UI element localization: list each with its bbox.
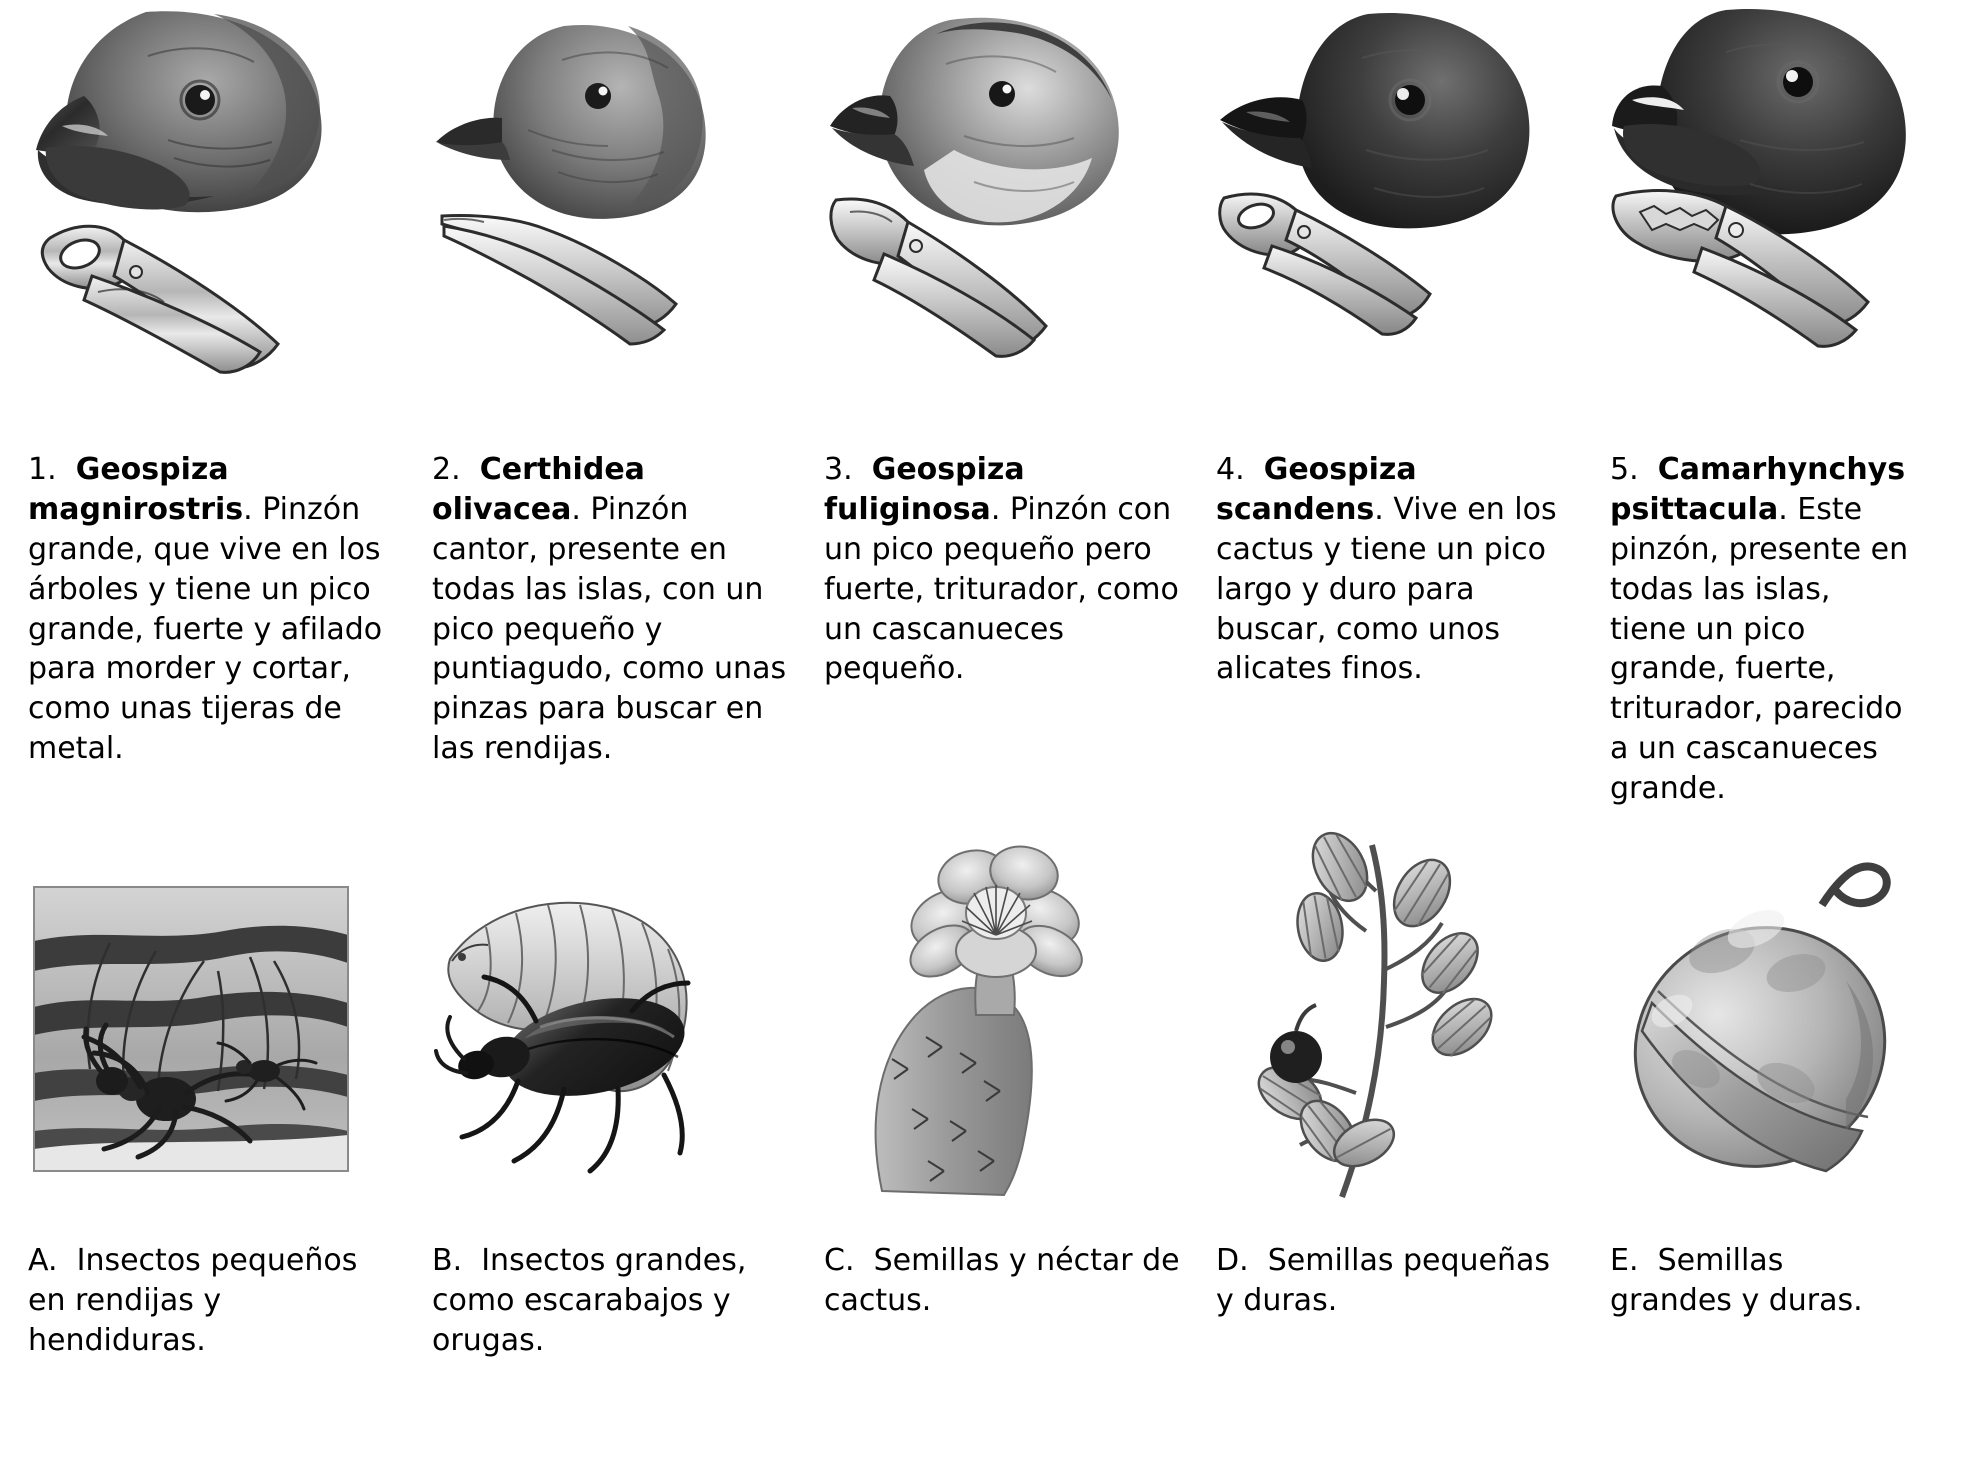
large-seed-icon <box>1610 831 1945 1231</box>
food-text-a: Insectos pequeños en rendijas y hendiduras. <box>28 1243 358 1358</box>
beetle-and-caterpillar-icon <box>432 831 824 1231</box>
finch-description-4: . Vive en los cactus y tiene un pico largo y duro para buscar, como unos alicates finos. <box>1216 491 1557 687</box>
food-captions-row <box>28 1241 1945 1361</box>
ants-in-crevices-icon <box>28 831 432 1231</box>
food-text-e: Semillas grandes y duras. <box>1610 1243 1863 1318</box>
finch-description-2: . Pinzón cantor, presente en todas las islas, con un pico pequeño y puntiagudo, como unas pinzas para buscar en las rendijas. <box>432 491 787 767</box>
beak-illustration-row <box>28 0 1945 448</box>
food-letter-e: E. <box>1610 1243 1639 1279</box>
beak-figure-3 <box>824 0 1216 448</box>
food-figure-d <box>1216 831 1610 1231</box>
scissors-icon <box>42 226 278 372</box>
food-figure-b <box>432 831 824 1231</box>
beak-figure-5 <box>1610 0 1945 448</box>
finch-description-3: . Pinzón con un pico pequeño pero fuerte, triturador, como un cascanueces pequeño. <box>824 491 1179 687</box>
food-figure-e <box>1610 831 1945 1231</box>
food-caption-c <box>824 1241 1216 1321</box>
geospiza-scandens-head-icon <box>1216 0 1610 448</box>
food-caption-e <box>1610 1241 1945 1321</box>
food-caption-a <box>28 1241 432 1361</box>
finch-number-4: 4. <box>1216 452 1245 487</box>
finch-species-4: Geospiza scandens <box>1216 452 1417 527</box>
finch-species-5: Camarhynchys psittacula <box>1610 452 1906 527</box>
beak-figure-4 <box>1216 0 1610 448</box>
beak-figure-1 <box>28 0 432 448</box>
food-text-b: Insectos grandes, como escarabajos y orugas. <box>432 1243 747 1358</box>
food-letter-b: B. <box>432 1243 463 1279</box>
food-letter-c: C. <box>824 1243 855 1279</box>
finch-caption-5 <box>1610 450 1945 809</box>
food-text-d: Semillas pequeñas y duras. <box>1216 1243 1551 1318</box>
food-letter-d: D. <box>1216 1243 1249 1279</box>
food-figure-a <box>28 831 432 1231</box>
small-seeds-icon <box>1216 831 1610 1231</box>
finch-caption-4 <box>1216 450 1610 689</box>
flower-icon <box>902 841 1091 988</box>
food-figure-c <box>824 831 1216 1231</box>
finch-caption-2 <box>432 450 824 769</box>
seed-pods <box>1250 831 1502 1176</box>
certhidea-olivacea-head-icon <box>432 0 824 448</box>
finch-species-3: Geospiza fuliginosa <box>824 452 1025 527</box>
finch-number-1: 1. <box>28 452 57 487</box>
finch-description-1: . Pinzón grande, que vive en los árboles y tiene un pico grande, fuerte y afilado para morder y cortar, como unas tijeras de metal. <box>28 491 383 767</box>
finch-captions-row <box>28 450 1945 809</box>
geospiza-magnirostris-head-icon <box>28 0 432 448</box>
finch-species-1: Geospiza magnirostris <box>28 452 244 527</box>
finch-caption-3 <box>824 450 1216 689</box>
finch-number-3: 3. <box>824 452 853 487</box>
finch-species-2: Certhidea olivacea <box>432 452 645 527</box>
food-caption-d <box>1216 1241 1610 1321</box>
camarhynchys-psittacula-head-icon <box>1610 0 1945 448</box>
food-text-c: Semillas y néctar de cactus. <box>824 1243 1180 1318</box>
finch-description-5: . Este pinzón, presente en todas las islas, tiene un pico grande, fuerte, triturador, parecido a un cascanueces grande. <box>1610 491 1909 807</box>
cactus-flower-icon <box>824 831 1216 1231</box>
food-caption-b <box>432 1241 824 1361</box>
food-illustration-row <box>28 831 1945 1231</box>
beak-figure-2 <box>432 0 824 448</box>
tweezers-icon <box>442 216 676 344</box>
finch-number-2: 2. <box>432 452 461 487</box>
geospiza-fuliginosa-head-icon <box>824 0 1216 448</box>
finch-caption-1 <box>28 450 432 769</box>
food-letter-a: A. <box>28 1243 58 1279</box>
finch-number-5: 5. <box>1610 452 1639 487</box>
